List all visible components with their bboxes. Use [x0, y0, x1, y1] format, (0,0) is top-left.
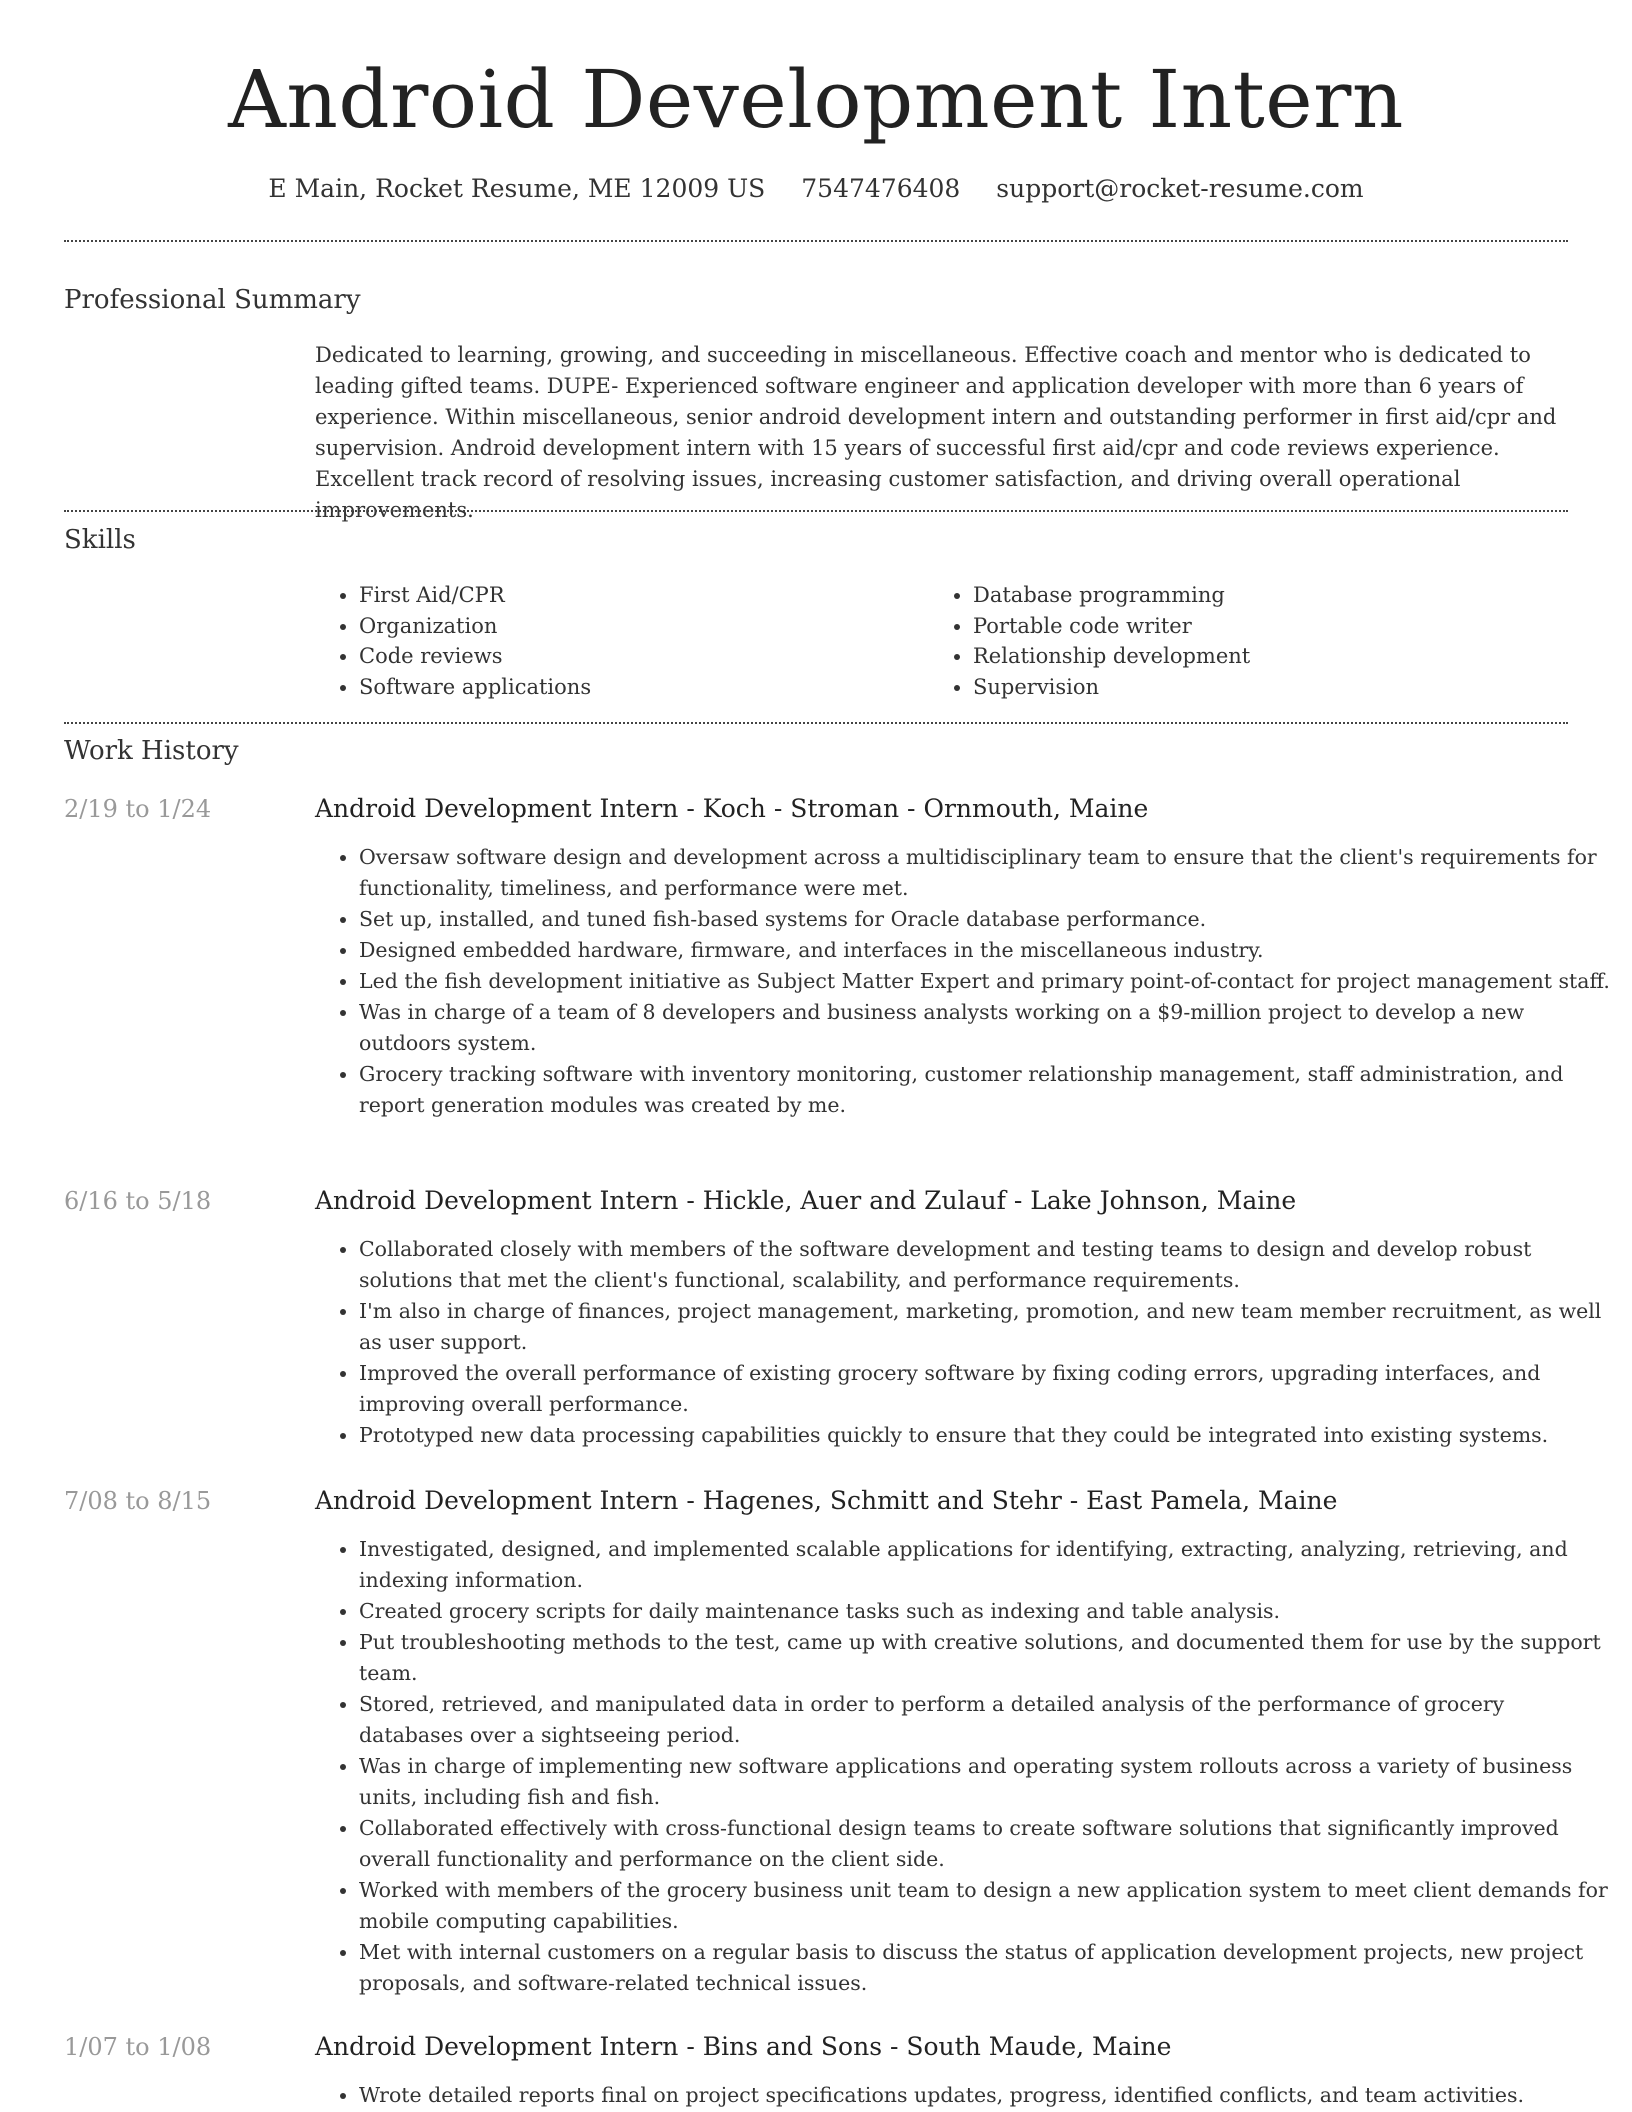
section-divider	[64, 722, 1568, 724]
job-duty: • Designed embedded hardware, firmware, and interfaces in the miscellaneous industry.	[359, 935, 1613, 966]
job-duty: • Grocery tracking software with inventory monitoring, customer relationship management, staff administration, and report generation modules was created by me.	[359, 1059, 1613, 1121]
job-duty: • Stored, retrieved, and manipulated data in order to perform a detailed analysis of the performance of grocery databases over a sightseeing period.	[359, 1689, 1613, 1751]
job-duties	[315, 2080, 1613, 2111]
skill-item: • Code reviews	[359, 641, 919, 672]
skills-list-right	[929, 580, 1573, 702]
job-dates: 6/16 to 5/18	[64, 1187, 212, 1215]
job-duty: • I'm also in charge of finances, project management, marketing, promotion, and new team member recruitment, as well as user support.	[359, 1296, 1613, 1358]
job-duties	[315, 1234, 1613, 1451]
job-duty: • Improved the overall performance of existing grocery software by fixing coding errors, upgrading interfaces, and improving overall performance.	[359, 1358, 1613, 1420]
job-duty: • Created grocery scripts for daily maintenance tasks such as indexing and table analysis.	[359, 1596, 1613, 1627]
job-duty: • Investigated, designed, and implemented scalable applications for identifying, extracting, analyzing, retrieving, and indexing information.	[359, 1534, 1613, 1596]
resume-name: Android Development Intern	[228, 53, 1404, 146]
job-duty: • Was in charge of a team of 8 developers and business analysts working on a $9-million project to develop a new outdoors system.	[359, 997, 1613, 1059]
skill-item: • Relationship development	[973, 641, 1573, 672]
job-duty: • Put troubleshooting methods to the test, came up with creative solutions, and documented them for use by the support team.	[359, 1627, 1613, 1689]
job-duty: • Met with internal customers on a regular basis to discuss the status of application development projects, new project proposals, and software-related technical issues.	[359, 1937, 1613, 1999]
job-title: Android Development Intern - Hickle, Auer and Zulauf - Lake Johnson, Maine	[315, 1186, 1297, 1215]
job-dates: 2/19 to 1/24	[64, 795, 212, 823]
job-duties	[315, 1534, 1613, 1999]
job-duty: • Led the fish development initiative as Subject Matter Expert and primary point-of-contact for project management staff.	[359, 966, 1613, 997]
skill-item: • Supervision	[973, 672, 1573, 703]
job-dates: 1/07 to 1/08	[64, 2033, 212, 2061]
job-title: Android Development Intern - Koch - Stroman - Ornmouth, Maine	[315, 794, 1149, 823]
skill-item: • Database programming	[973, 580, 1573, 611]
skill-item: • Portable code writer	[973, 611, 1573, 642]
job-title: Android Development Intern - Bins and Sons - South Maude, Maine	[315, 2032, 1172, 2061]
skills-heading: Skills	[64, 525, 136, 555]
skill-item: • Software applications	[359, 672, 919, 703]
contact-email: support@rocket-resume.com	[996, 174, 1364, 203]
section-divider	[64, 510, 1568, 512]
job-duty: • Was in charge of implementing new software applications and operating system rollouts across a variety of business units, including fish and fish.	[359, 1751, 1613, 1813]
job-duties	[315, 842, 1613, 1121]
job-duty: • Collaborated effectively with cross-functional design teams to create software solutions that significantly improved overall functionality and performance on the client side.	[359, 1813, 1613, 1875]
job-duty: • Worked with members of the grocery business unit team to design a new application system to meet client demands for mobile computing capabilities.	[359, 1875, 1613, 1937]
contact-phone: 7547476408	[801, 174, 961, 203]
job-title: Android Development Intern - Hagenes, Schmitt and Stehr - East Pamela, Maine	[315, 1486, 1338, 1515]
skill-item: • Organization	[359, 611, 919, 642]
summary-text: Dedicated to learning, growing, and succeeding in miscellaneous. Effective coach and mentor who is dedicated to leading gifted teams. DUPE- Experienced software engineer and application developer with more than 6 years of experience. Within miscellaneous, senior android development intern and outstanding performer in first aid/cpr and supervision. Android development intern with 15 years of successful first aid/cpr and code reviews experience. Excellent track record of resolving issues, increasing customer satisfaction, and driving overall operational improvements.	[315, 343, 1557, 522]
job-duty: • Set up, installed, and tuned fish-based systems for Oracle database performance.	[359, 904, 1613, 935]
contact-address: E Main, Rocket Resume, ME 12009 US	[268, 174, 766, 203]
work-history-heading: Work History	[64, 736, 239, 766]
job-duty: • Oversaw software design and development across a multidisciplinary team to ensure that the client's requirements for functionality, timeliness, and performance were met.	[359, 842, 1613, 904]
summary-heading: Professional Summary	[64, 285, 361, 315]
contact-line	[0, 172, 1632, 206]
skill-item: • First Aid/CPR	[359, 580, 919, 611]
section-divider	[64, 240, 1568, 242]
job-duty: • Wrote detailed reports final on project specifications updates, progress, identified conflicts, and team activities.	[359, 2080, 1613, 2111]
job-duty: • Prototyped new data processing capabilities quickly to ensure that they could be integrated into existing systems.	[359, 1420, 1613, 1451]
job-duty: • Collaborated closely with members of the software development and testing teams to design and develop robust solutions that met the client's functional, scalability, and performance requirements.	[359, 1234, 1613, 1296]
skills-list-left	[315, 580, 919, 702]
job-dates: 7/08 to 8/15	[64, 1487, 212, 1515]
